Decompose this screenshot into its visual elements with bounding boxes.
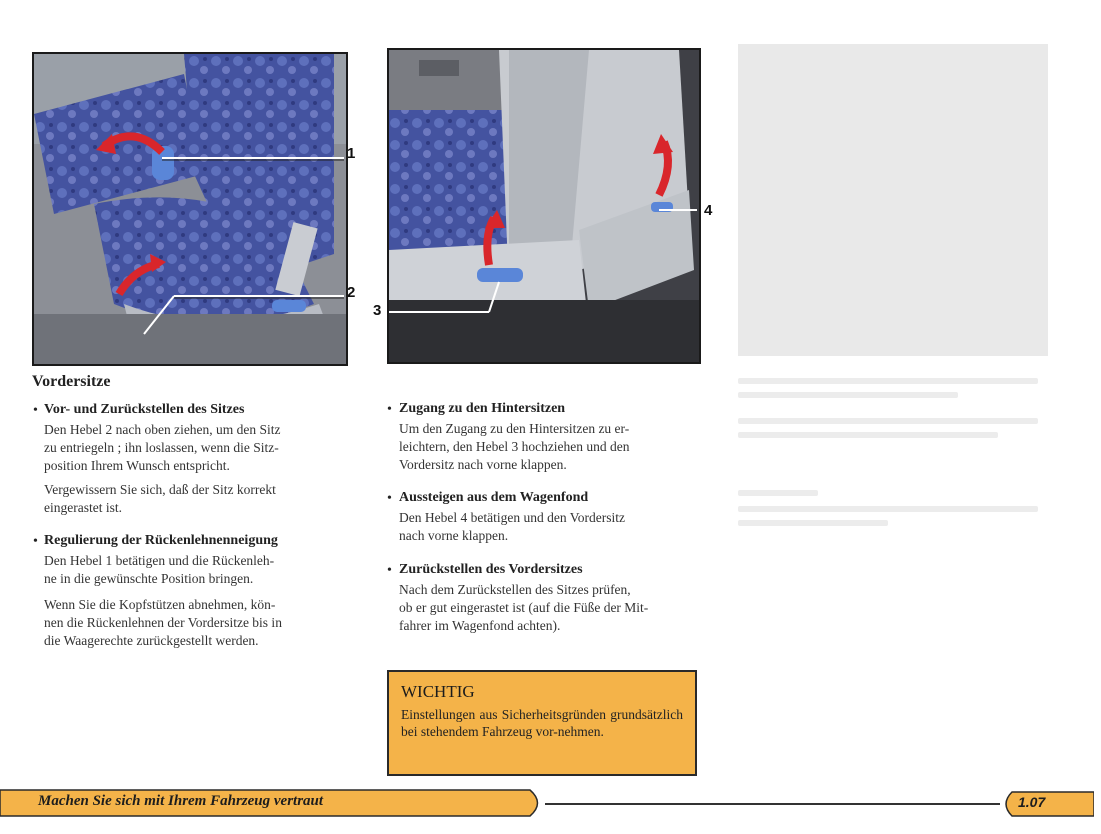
paragraph — [44, 421, 281, 475]
page-number-badge — [1000, 790, 1094, 818]
text-line: Den Hebel 4 betätigen und den Vordersitz — [399, 510, 625, 525]
faded-text-line — [738, 506, 1038, 512]
text-line: ne in die gewünschte Position bringen. — [44, 571, 254, 586]
text-line: Den Hebel 2 nach oben ziehen, um den Sitz — [44, 422, 281, 437]
text-line: eingerastet ist. — [44, 500, 122, 515]
warning-title: WICHTIG — [401, 682, 475, 701]
warning-text: Einstellungen aus Sicherheitsgründen grundsätzlich bei stehendem Fahrzeug vor-nehmen. — [401, 707, 683, 739]
section-title: Regulierung der Rückenlehnenneigung — [44, 533, 278, 548]
paragraph — [399, 509, 625, 545]
bullet: • — [33, 403, 38, 418]
footer-section-label: Machen Sie sich mit Ihrem Fahrzeug vertraut — [38, 793, 324, 809]
paragraph — [44, 481, 276, 517]
text-line: Wenn Sie die Kopfstützen abnehmen, kön- — [44, 597, 276, 612]
section-title: Aussteigen aus dem Wagenfond — [399, 490, 589, 505]
text-line: nen die Rückenlehnen der Vordersitze bis in — [44, 615, 282, 630]
paragraph — [44, 596, 282, 650]
section-heading: Vordersitze — [32, 373, 111, 390]
faded-text-line — [738, 418, 1038, 424]
figure-seat-adjustment — [32, 52, 348, 366]
faded-text-line — [738, 392, 958, 398]
text-line: Den Hebel 1 betätigen und die Rückenleh- — [44, 553, 275, 568]
text-line: fahrer im Wagenfond achten). — [399, 618, 561, 633]
text-line: nach vorne klappen. — [399, 528, 509, 543]
bullet: • — [387, 402, 392, 417]
bullet: • — [387, 563, 392, 578]
rear-access-illustration — [389, 50, 699, 362]
paragraph — [44, 552, 274, 588]
callout-2: 2 — [347, 284, 356, 301]
callout-1: 1 — [347, 145, 356, 162]
text-line: Nach dem Zurückstellen des Sitzes prüfen, — [399, 582, 631, 597]
text-line: Vergewissern Sie sich, daß der Sitz korrekt — [44, 482, 276, 497]
text-line: position Ihrem Wunsch entspricht. — [44, 458, 230, 473]
paragraph — [399, 420, 630, 474]
section-title: Zugang zu den Hintersitzen — [399, 401, 566, 416]
warning-box — [387, 670, 697, 776]
text-line: Um den Zugang zu den Hintersitzen zu er- — [399, 421, 630, 436]
text-line: Vordersitz nach vorne klappen. — [399, 457, 567, 472]
callout-4: 4 — [704, 202, 713, 219]
paragraph — [399, 581, 648, 635]
text-line: zu entriegeln ; ihn loslassen, wenn die Sitz- — [44, 440, 279, 455]
faded-text-line — [738, 432, 998, 438]
section-title: Zurückstellen des Vordersitzes — [399, 562, 583, 577]
footer-rule — [545, 803, 1000, 805]
text-line: leichtern, den Hebel 3 hochziehen und den — [399, 439, 630, 454]
bullet: • — [33, 534, 38, 549]
seat-adjustment-illustration — [34, 54, 346, 364]
figure-rear-access — [387, 48, 701, 364]
faded-figure-placeholder — [738, 44, 1048, 356]
callout-3: 3 — [373, 302, 382, 319]
text-line: ob er gut eingerastet ist (auf die Füße der Mit- — [399, 600, 649, 615]
page-number: 1.07 — [1018, 794, 1046, 810]
faded-text-line — [738, 490, 818, 496]
text-line: die Waagerechte zurückgestellt werden. — [44, 633, 259, 648]
section-title: Vor- und Zurückstellen des Sitzes — [44, 402, 245, 417]
faded-text-line — [738, 378, 1038, 384]
bullet: • — [387, 491, 392, 506]
faded-text-line — [738, 520, 888, 526]
